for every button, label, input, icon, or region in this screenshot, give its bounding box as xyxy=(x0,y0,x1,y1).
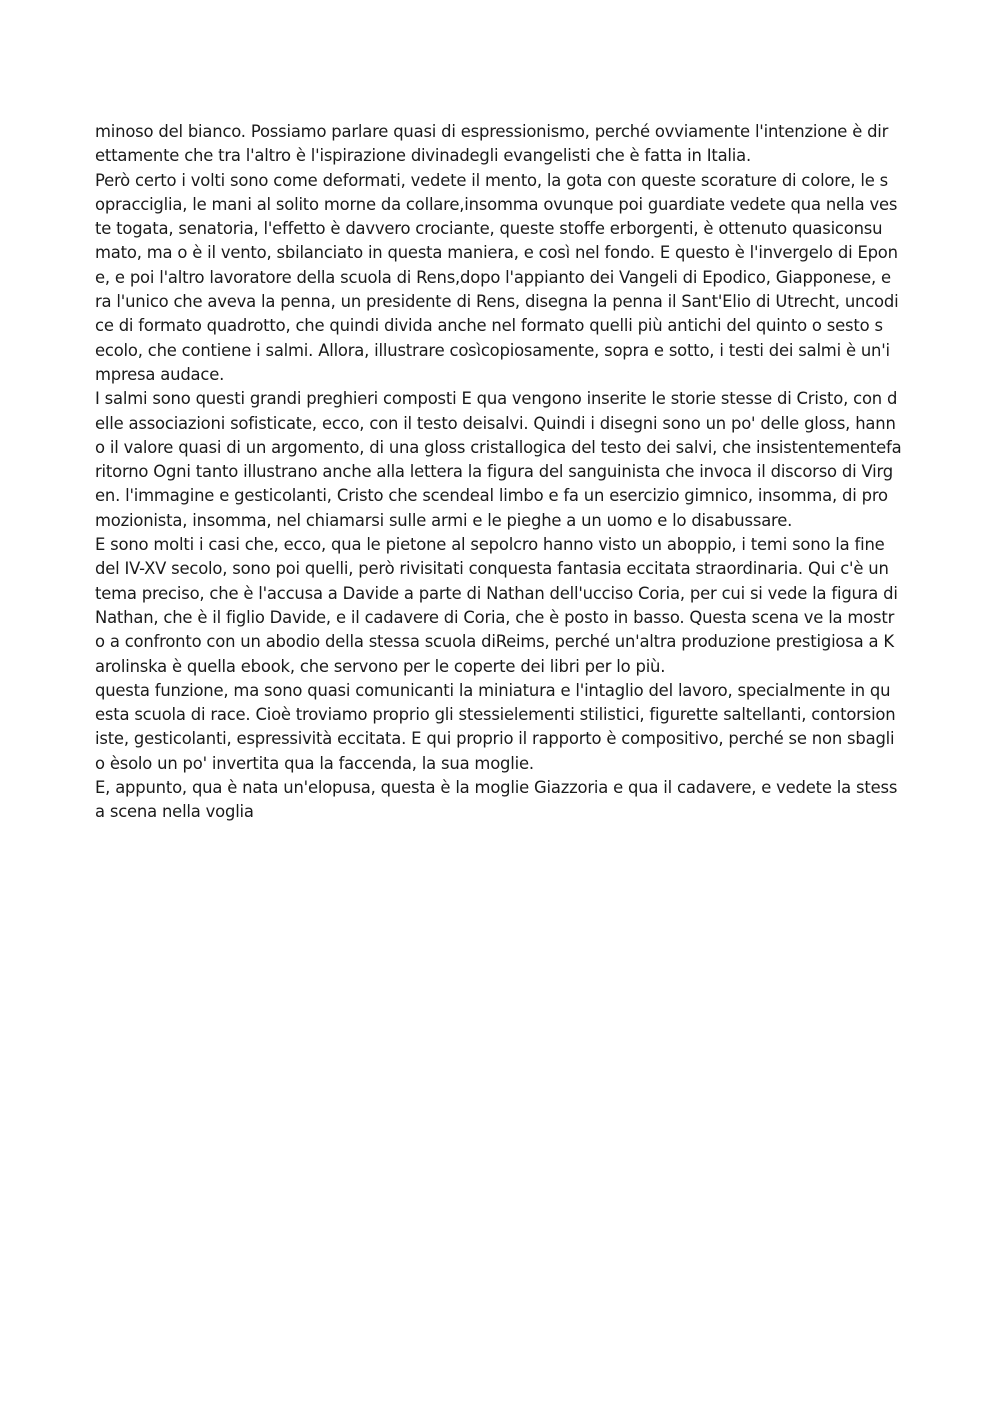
text-line: ce di formato quadrotto, che quindi divida anche nel formato quelli più antichi del quinto o sesto s xyxy=(95,316,883,336)
text-line: mpresa audace. xyxy=(95,364,225,384)
text-line: minoso del bianco. Possiamo parlare quasi di espressionismo, perché ovviamente l'intenzione è dir xyxy=(95,122,889,141)
text-line: mozionista, insomma, nel chiamarsi sulle armi e le pieghe a un uomo e lo disabussare. xyxy=(95,510,793,530)
text-line: E, appunto, qua è nata un'elopusa, questa è la moglie Giazzoria e qua il cadavere, e vedete la stess xyxy=(95,778,898,798)
text-line: o a confronto con un abodio della stessa scuola diReims, perché un'altra produzione prestigiosa a K xyxy=(95,632,894,652)
text-line: o èsolo un po' invertita qua la faccenda, la sua moglie. xyxy=(95,753,534,773)
text-line: o il valore quasi di un argomento, di una gloss cristallogica del testo dei salvi, che insistentementefa xyxy=(95,437,902,457)
text-line: Però certo i volti sono come deformati, vedete il mento, la gota con queste scorature di colore, le s xyxy=(95,170,888,190)
text-line: questa funzione, ma sono quasi comunicanti la miniatura e l'intaglio del lavoro, specialmente in qu xyxy=(95,680,891,700)
text-line: elle associazioni sofisticate, ecco, con il testo deisalvi. Quindi i disegni sono un po' delle gloss, hann xyxy=(95,413,896,433)
text-line: e, e poi l'altro lavoratore della scuola di Rens,dopo l'appianto dei Vangeli di Epodico, Giapponese, e xyxy=(95,267,891,287)
text-line: E sono molti i casi che, ecco, qua le pietone al sepolcro hanno visto un aboppio, i temi sono la fine xyxy=(95,535,885,555)
text-line: ettamente che tra l'altro è l'ispirazione divinadegli evangelisti che è fatta in Italia. xyxy=(95,146,752,166)
text-line: iste, gesticolanti, espressività eccitata. E qui proprio il rapporto è compositivo, perché se non sbagli xyxy=(95,729,895,749)
text-line: ecolo, che contiene i salmi. Allora, illustrare cosìcopiosamente, sopra e sotto, i testi dei salmi è un'i xyxy=(95,340,890,360)
text-line: del IV-XV secolo, sono poi quelli, però rivisitati conquesta fantasia eccitata straordinaria. Qui c'è un xyxy=(95,559,889,579)
body-text xyxy=(95,120,915,825)
text-line: Nathan, che è il figlio Davide, e il cadavere di Coria, che è posto in basso. Questa scena ve la mostr xyxy=(95,607,895,627)
text-line: opracciglia, le mani al solito morne da collare,insomma ovunque poi guardiate vedete qua nella ves xyxy=(95,194,898,214)
text-line: a scena nella voglia xyxy=(95,802,254,822)
text-line: arolinska è quella ebook, che servono per le coperte dei libri per lo più. xyxy=(95,656,666,676)
text-line: te togata, senatoria, l'effetto è davvero crociante, queste stoffe erborgenti, è ottenuto quasiconsu xyxy=(95,219,883,239)
text-line: ra l'unico che aveva la penna, un presidente di Rens, disegna la penna il Sant'Elio di Utrecht, uncodi xyxy=(95,292,899,312)
text-line: I salmi sono questi grandi preghieri composti E qua vengono inserite le storie stesse di Cristo, con d xyxy=(95,389,898,409)
text-line: tema preciso, che è l'accusa a Davide a parte di Nathan dell'ucciso Coria, per cui si vede la figura di xyxy=(95,583,898,603)
text-line: mato, ma o è il vento, sbilanciato in questa maniera, e così nel fondo. E questo è l'invergelo di Epon xyxy=(95,243,898,263)
text-line: en. l'immagine e gesticolanti, Cristo che scendeal limbo e fa un esercizio gimnico, insomma, di pro xyxy=(95,486,888,506)
text-line: esta scuola di race. Cioè troviamo proprio gli stessielementi stilistici, figurette saltellanti, contorsion xyxy=(95,705,896,725)
text-line: ritorno Ogni tanto illustrano anche alla lettera la figura del sanguinista che invoca il discorso di Virg xyxy=(95,462,893,482)
